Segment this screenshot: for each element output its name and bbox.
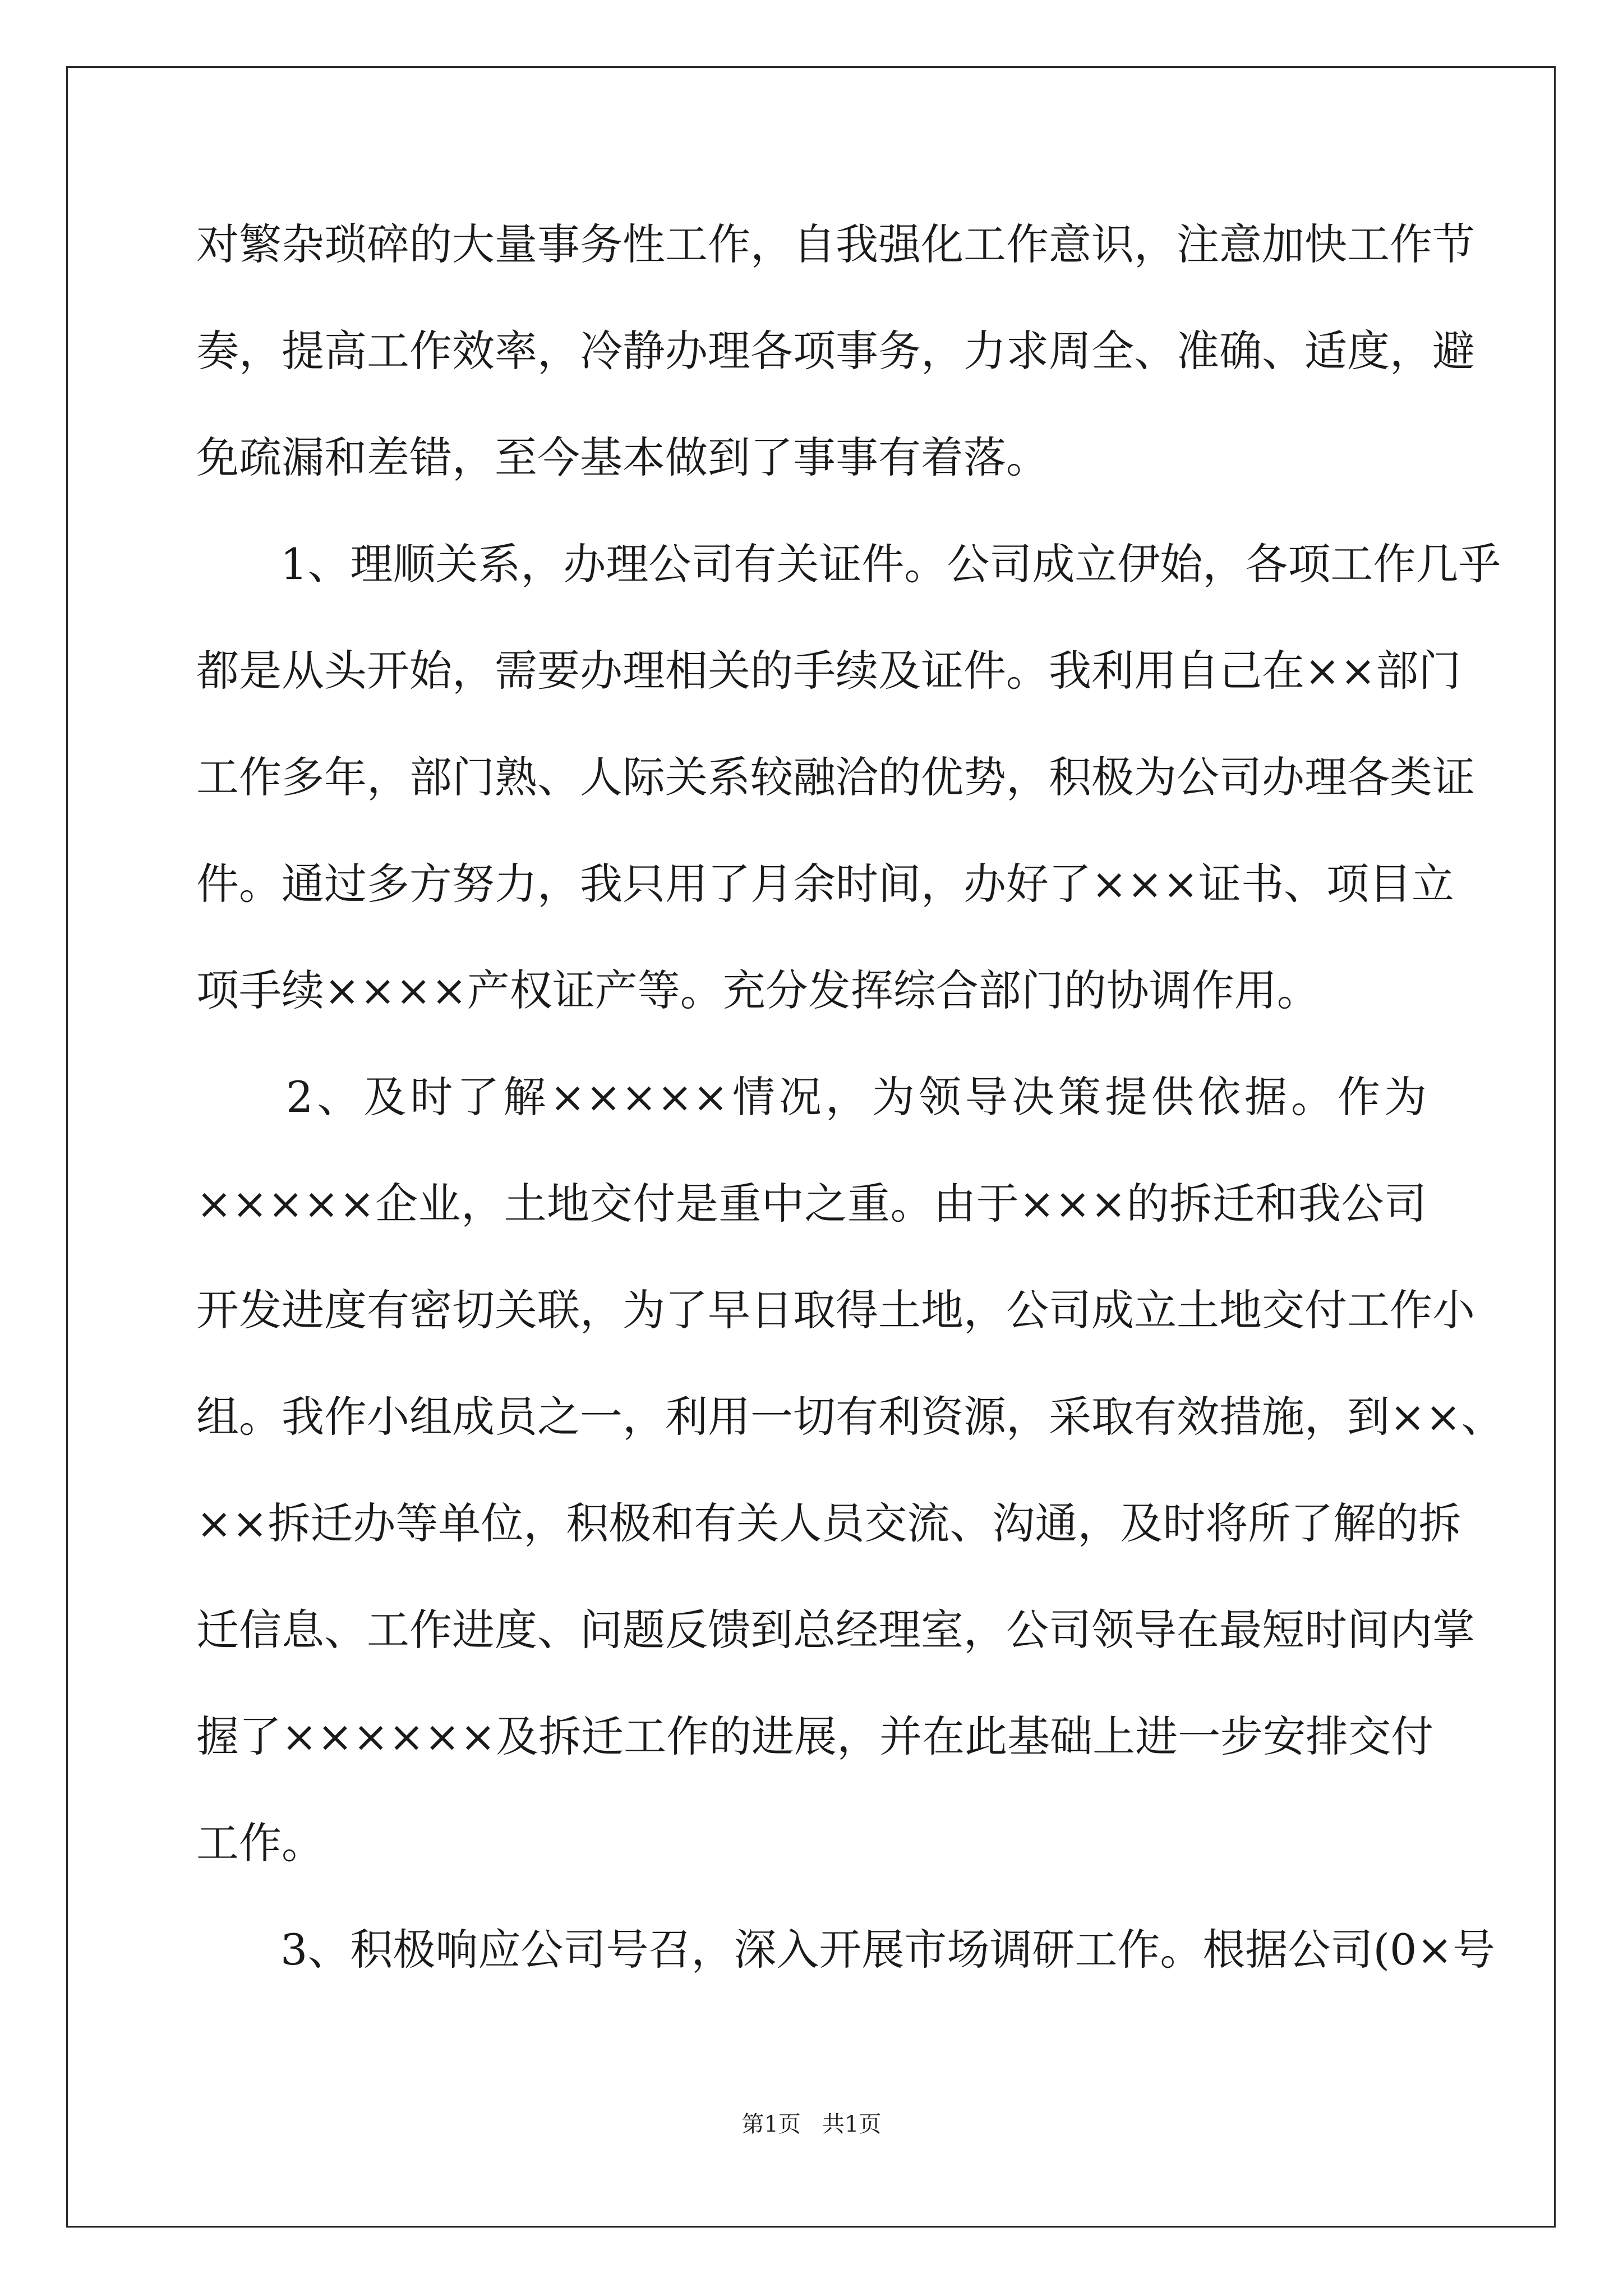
page-number-footer: 第1页 共1页 [741,2111,882,2137]
text-line: 件。通过多方努力，我只用了月余时间，办好了×××证书、项目立 [196,859,1455,909]
text-line: 迁信息、工作进度、问题反馈到总经理室，公司领导在最短时间内掌 [196,1605,1475,1655]
text-line: 开发进度有密切关联，为了早日取得土地，公司成立土地交付工作小 [196,1285,1475,1335]
text-line: 组。我作小组成员之一，利用一切有利资源，采取有效措施，到××、 [196,1392,1504,1442]
paragraph-2-first-line: 2、及时了解×××××情况，为领导决策提供依据。作为 [286,1072,1427,1122]
paragraph-3-first-line: 3、积极响应公司号召，深入开展市场调研工作。根据公司(0×号 [280,1925,1496,1975]
text-line: 奏，提高工作效率，冷静办理各项事务，力求周全、准确、适度，避 [196,326,1475,376]
text-line: 工作。 [196,1818,324,1868]
text-line: ×××××企业，土地交付是重中之重。由于×××的拆迁和我公司 [196,1179,1427,1228]
text-line: 都是从头开始，需要办理相关的手续及证件。我利用自己在××部门 [196,646,1461,696]
text-line: 免疏漏和差错，至今基本做到了事事有着落。 [196,432,1049,482]
text-line: 工作多年，部门熟、人际关系较融洽的优势，积极为公司办理各类证 [196,752,1475,802]
page-border [66,66,1556,2228]
paragraph-1-first-line: 1、理顺关系，办理公司有关证件。公司成立伊始，各项工作几乎 [280,539,1501,589]
text-line: ××拆迁办等单位，积极和有关人员交流、沟通，及时将所了解的拆 [196,1498,1461,1548]
text-line: 握了××××××及拆迁工作的进展，并在此基础上进一步安排交付 [196,1711,1434,1761]
text-line: 项手续××××产权证产等。充分发挥综合部门的协调作用。 [196,965,1320,1015]
text-line: 对繁杂琐碎的大量事务性工作，自我强化工作意识，注意加快工作节 [196,219,1475,269]
